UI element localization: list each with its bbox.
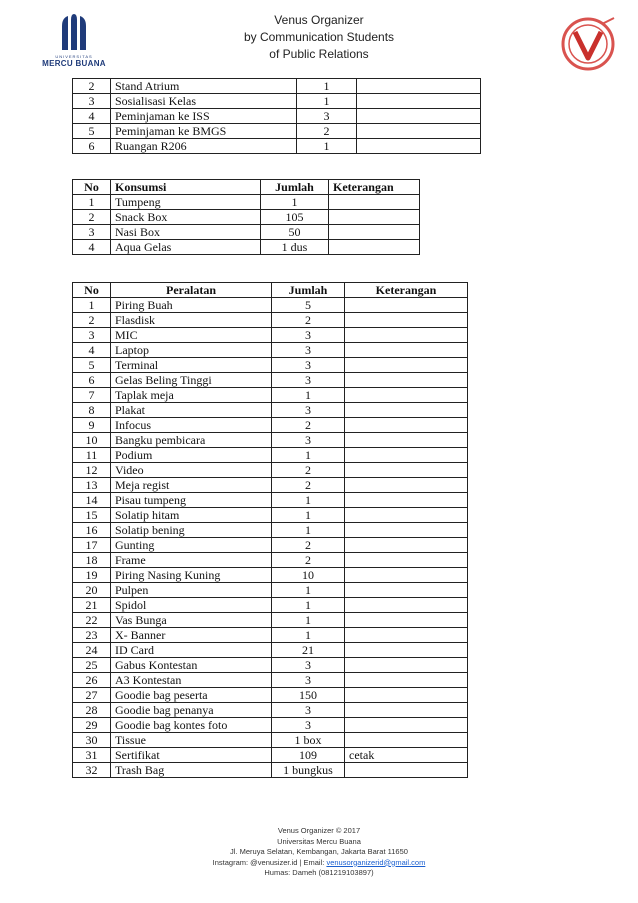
cell-jumlah: 3 — [297, 109, 357, 124]
cell-no: 9 — [73, 418, 111, 433]
cell-item: Tissue — [111, 733, 272, 748]
cell-item: Goodie bag penanya — [111, 703, 272, 718]
table-header-row — [73, 283, 468, 298]
table-row — [73, 493, 468, 508]
table-row — [73, 298, 468, 313]
cell-jumlah: 1 — [297, 139, 357, 154]
table-row — [73, 733, 468, 748]
cell-item: Sosialisasi Kelas — [111, 94, 297, 109]
cell-keterangan — [345, 763, 468, 778]
column-header-keterangan: Keterangan — [329, 180, 420, 195]
cell-no: 22 — [73, 613, 111, 628]
logo-university-name: MERCU BUANA — [42, 59, 106, 68]
table-row — [73, 643, 468, 658]
cell-keterangan — [345, 373, 468, 388]
cell-jumlah: 1 box — [272, 733, 345, 748]
cell-item: ID Card — [111, 643, 272, 658]
cell-keterangan — [345, 733, 468, 748]
cell-item: Piring Nasing Kuning — [111, 568, 272, 583]
column-header-peralatan: Peralatan — [111, 283, 272, 298]
cell-keterangan — [345, 328, 468, 343]
cell-no: 15 — [73, 508, 111, 523]
cell-item: Bangku pembicara — [111, 433, 272, 448]
cell-no: 18 — [73, 553, 111, 568]
cell-keterangan — [357, 79, 481, 94]
cell-keterangan — [345, 298, 468, 313]
cell-item: Trash Bag — [111, 763, 272, 778]
cell-item: Ruangan R206 — [111, 139, 297, 154]
cell-keterangan — [345, 358, 468, 373]
cell-item: Piring Buah — [111, 298, 272, 313]
cell-item: Pulpen — [111, 583, 272, 598]
cell-jumlah: 3 — [272, 658, 345, 673]
page-footer — [0, 826, 638, 879]
cell-keterangan — [345, 598, 468, 613]
column-header-konsumsi: Konsumsi — [111, 180, 261, 195]
cell-keterangan — [345, 643, 468, 658]
cell-no: 2 — [73, 210, 111, 225]
table-row — [73, 240, 420, 255]
cell-no: 12 — [73, 463, 111, 478]
cell-item: Podium — [111, 448, 272, 463]
cell-keterangan — [345, 493, 468, 508]
cell-no: 14 — [73, 493, 111, 508]
table-row — [73, 613, 468, 628]
cell-no: 2 — [73, 79, 111, 94]
table-row — [73, 658, 468, 673]
rooms-table — [72, 78, 481, 154]
cell-item: Video — [111, 463, 272, 478]
cell-jumlah: 2 — [272, 463, 345, 478]
cell-keterangan — [329, 240, 420, 255]
cell-keterangan — [329, 210, 420, 225]
cell-keterangan — [357, 94, 481, 109]
cell-no: 6 — [73, 139, 111, 154]
table-row — [73, 703, 468, 718]
cell-jumlah: 50 — [261, 225, 329, 240]
cell-keterangan — [345, 583, 468, 598]
table-row — [73, 763, 468, 778]
cell-no: 7 — [73, 388, 111, 403]
footer-email-link[interactable]: venusorganizerid@gmail.com — [326, 857, 426, 867]
cell-no: 6 — [73, 373, 111, 388]
cell-item: MIC — [111, 328, 272, 343]
cell-no: 29 — [73, 718, 111, 733]
table-row — [73, 478, 468, 493]
cell-jumlah: 21 — [272, 643, 345, 658]
cell-keterangan: cetak — [345, 748, 468, 763]
cell-jumlah: 3 — [272, 373, 345, 388]
table-row — [73, 418, 468, 433]
cell-no: 4 — [73, 343, 111, 358]
cell-no: 24 — [73, 643, 111, 658]
cell-jumlah: 3 — [272, 433, 345, 448]
cell-item: Terminal — [111, 358, 272, 373]
cell-jumlah: 1 — [272, 493, 345, 508]
table-row — [73, 538, 468, 553]
cell-jumlah: 1 — [272, 508, 345, 523]
cell-item: Goodie bag peserta — [111, 688, 272, 703]
cell-item: Gabus Kontestan — [111, 658, 272, 673]
table-row — [73, 373, 468, 388]
cell-no: 32 — [73, 763, 111, 778]
table-row — [73, 388, 468, 403]
cell-item: Solatip hitam — [111, 508, 272, 523]
header-title: Venus Organizer — [274, 13, 364, 27]
cell-keterangan — [345, 463, 468, 478]
header-subtitle-2: of Public Relations — [269, 47, 369, 61]
cell-keterangan — [357, 139, 481, 154]
table-row — [73, 673, 468, 688]
cell-jumlah: 2 — [272, 313, 345, 328]
cell-keterangan — [345, 403, 468, 418]
cell-no: 30 — [73, 733, 111, 748]
cell-item: Flasdisk — [111, 313, 272, 328]
footer-university: Universitas Mercu Buana — [277, 836, 361, 846]
peralatan-table — [72, 282, 468, 778]
cell-no: 17 — [73, 538, 111, 553]
cell-jumlah: 150 — [272, 688, 345, 703]
cell-keterangan — [345, 658, 468, 673]
cell-item: Plakat — [111, 403, 272, 418]
cell-keterangan — [345, 628, 468, 643]
cell-item: Stand Atrium — [111, 79, 297, 94]
cell-item: Vas Bunga — [111, 613, 272, 628]
cell-keterangan — [345, 343, 468, 358]
column-header-jumlah: Jumlah — [272, 283, 345, 298]
cell-jumlah: 3 — [272, 358, 345, 373]
cell-jumlah: 1 — [272, 598, 345, 613]
table-row — [73, 448, 468, 463]
cell-no: 3 — [73, 94, 111, 109]
cell-item: Laptop — [111, 343, 272, 358]
cell-keterangan — [345, 613, 468, 628]
venus-logo — [558, 14, 626, 74]
cell-item: Taplak meja — [111, 388, 272, 403]
logo-university-label: UNIVERSITAS — [55, 54, 93, 59]
cell-jumlah: 1 — [297, 94, 357, 109]
table-row — [73, 598, 468, 613]
cell-item: Peminjaman ke ISS — [111, 109, 297, 124]
cell-jumlah: 10 — [272, 568, 345, 583]
cell-keterangan — [345, 553, 468, 568]
cell-item: Sertifikat — [111, 748, 272, 763]
konsumsi-table — [72, 179, 420, 255]
table-row — [73, 628, 468, 643]
cell-keterangan — [345, 718, 468, 733]
cell-no: 13 — [73, 478, 111, 493]
cell-keterangan — [345, 508, 468, 523]
cell-keterangan — [345, 418, 468, 433]
cell-jumlah: 3 — [272, 703, 345, 718]
cell-jumlah: 3 — [272, 403, 345, 418]
cell-item: Frame — [111, 553, 272, 568]
cell-item: Gelas Beling Tinggi — [111, 373, 272, 388]
cell-no: 16 — [73, 523, 111, 538]
table-row — [73, 328, 468, 343]
cell-no: 31 — [73, 748, 111, 763]
cell-no: 27 — [73, 688, 111, 703]
cell-no: 10 — [73, 433, 111, 448]
cell-keterangan — [345, 538, 468, 553]
cell-jumlah: 2 — [272, 553, 345, 568]
table-row — [73, 508, 468, 523]
table-row — [73, 553, 468, 568]
cell-keterangan — [345, 448, 468, 463]
table-row — [73, 225, 420, 240]
cell-item: Snack Box — [111, 210, 261, 225]
cell-keterangan — [345, 703, 468, 718]
table-row — [73, 358, 468, 373]
cell-keterangan — [345, 568, 468, 583]
cell-jumlah: 1 — [272, 583, 345, 598]
cell-item: X- Banner — [111, 628, 272, 643]
table-row — [73, 403, 468, 418]
cell-item: Peminjaman ke BMGS — [111, 124, 297, 139]
cell-keterangan — [345, 313, 468, 328]
cell-item: Pisau tumpeng — [111, 493, 272, 508]
venus-logo-icon — [558, 14, 626, 74]
cell-item: Spidol — [111, 598, 272, 613]
table-row — [73, 124, 481, 139]
cell-no: 3 — [73, 328, 111, 343]
cell-no: 2 — [73, 313, 111, 328]
cell-item: Infocus — [111, 418, 272, 433]
cell-no: 28 — [73, 703, 111, 718]
cell-no: 20 — [73, 583, 111, 598]
table-row — [73, 463, 468, 478]
footer-instagram: Instagram: @venusizer.id | Email: — [212, 857, 327, 867]
cell-keterangan — [345, 688, 468, 703]
cell-no: 19 — [73, 568, 111, 583]
cell-jumlah: 1 bungkus — [272, 763, 345, 778]
table-row — [73, 313, 468, 328]
table-row — [73, 718, 468, 733]
column-header-no: No — [73, 283, 111, 298]
table-row — [73, 195, 420, 210]
cell-jumlah: 1 — [272, 448, 345, 463]
cell-no: 3 — [73, 225, 111, 240]
cell-keterangan — [345, 673, 468, 688]
cell-keterangan — [345, 478, 468, 493]
table-row — [73, 109, 481, 124]
table-row — [73, 688, 468, 703]
table-row — [73, 433, 468, 448]
cell-jumlah: 3 — [272, 673, 345, 688]
cell-item: Aqua Gelas — [111, 240, 261, 255]
cell-item: Nasi Box — [111, 225, 261, 240]
cell-keterangan — [345, 433, 468, 448]
table-row — [73, 748, 468, 763]
cell-jumlah: 1 — [272, 523, 345, 538]
cell-item: Solatip bening — [111, 523, 272, 538]
cell-jumlah: 3 — [272, 718, 345, 733]
cell-no: 1 — [73, 195, 111, 210]
cell-no: 26 — [73, 673, 111, 688]
cell-jumlah: 3 — [272, 328, 345, 343]
table-row — [73, 523, 468, 538]
cell-jumlah: 2 — [272, 478, 345, 493]
cell-keterangan — [329, 195, 420, 210]
cell-jumlah: 1 — [272, 628, 345, 643]
cell-item: Meja regist — [111, 478, 272, 493]
header-subtitle: by Communication Students — [243, 30, 395, 44]
cell-keterangan — [345, 523, 468, 538]
cell-no: 21 — [73, 598, 111, 613]
cell-jumlah: 109 — [272, 748, 345, 763]
footer-humas: Humas: Dameh (081219103897) — [264, 868, 374, 877]
cell-no: 11 — [73, 448, 111, 463]
cell-item: Tumpeng — [111, 195, 261, 210]
cell-no: 5 — [73, 124, 111, 139]
cell-jumlah: 1 — [261, 195, 329, 210]
cell-jumlah: 1 dus — [261, 240, 329, 255]
cell-jumlah: 1 — [272, 613, 345, 628]
cell-item: Goodie bag kontes foto — [111, 718, 272, 733]
table-row — [73, 210, 420, 225]
column-header-no: No — [73, 180, 111, 195]
cell-jumlah: 2 — [272, 418, 345, 433]
cell-keterangan — [345, 388, 468, 403]
table-row — [73, 583, 468, 598]
cell-item: A3 Kontestan — [111, 673, 272, 688]
cell-jumlah: 1 — [297, 79, 357, 94]
table-header-row — [73, 180, 420, 195]
cell-no: 1 — [73, 298, 111, 313]
table-row — [73, 79, 481, 94]
table-row — [73, 343, 468, 358]
cell-jumlah: 1 — [272, 388, 345, 403]
column-header-keterangan: Keterangan — [345, 283, 468, 298]
cell-jumlah: 3 — [272, 343, 345, 358]
footer-address: Jl. Meruya Selatan, Kembangan, Jakarta Barat 11650 — [230, 847, 408, 856]
footer-copyright: Venus Organizer © 2017 — [277, 826, 361, 835]
cell-no: 5 — [73, 358, 111, 373]
cell-no: 8 — [73, 403, 111, 418]
cell-jumlah: 2 — [297, 124, 357, 139]
table-row — [73, 139, 481, 154]
cell-no: 23 — [73, 628, 111, 643]
cell-keterangan — [357, 109, 481, 124]
cell-keterangan — [357, 124, 481, 139]
table-row — [73, 568, 468, 583]
cell-jumlah: 2 — [272, 538, 345, 553]
cell-no: 25 — [73, 658, 111, 673]
cell-no: 4 — [73, 109, 111, 124]
footer-contact — [0, 858, 638, 869]
table-row — [73, 94, 481, 109]
page-header — [0, 12, 638, 63]
cell-jumlah: 5 — [272, 298, 345, 313]
column-header-jumlah: Jumlah — [261, 180, 329, 195]
cell-keterangan — [329, 225, 420, 240]
cell-item: Gunting — [111, 538, 272, 553]
cell-no: 4 — [73, 240, 111, 255]
cell-jumlah: 105 — [261, 210, 329, 225]
